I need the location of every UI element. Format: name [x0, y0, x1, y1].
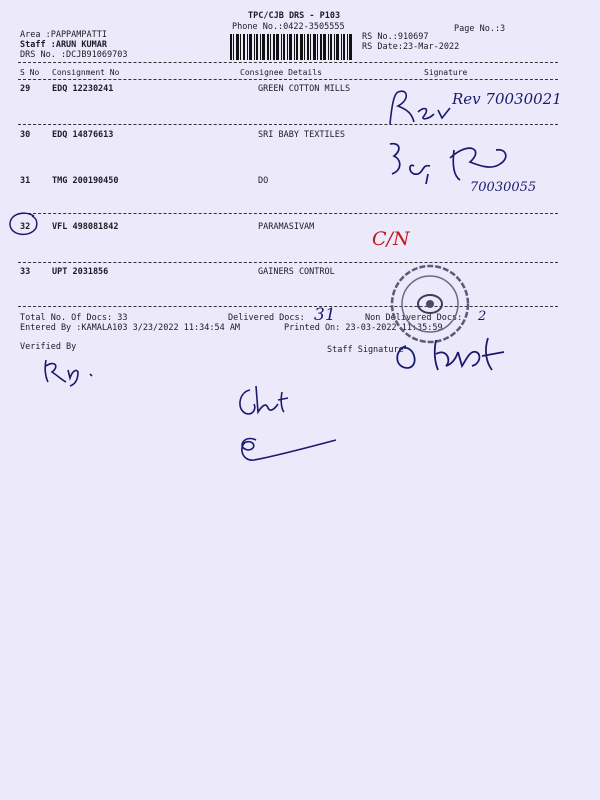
col-sno: S No — [20, 68, 40, 77]
printed-on: Printed On: 23-03-2022 11:35:59 — [284, 323, 443, 333]
circle-mark — [6, 210, 40, 240]
verified-by-signature — [40, 356, 100, 386]
col-consignment: Consignment No — [52, 68, 120, 77]
staff-signature-mark — [392, 336, 522, 376]
row-consignee: GAINERS CONTROL — [258, 267, 335, 277]
row-consignee: PARAMASIVAM — [258, 222, 315, 232]
delivered-count-handwritten: 31 — [314, 305, 336, 325]
row-sno: 29 — [20, 84, 31, 94]
col-signature: Signature — [424, 68, 468, 77]
phone-number: Phone No.:0422-3505555 — [232, 22, 345, 32]
non-delivered-label: Non Delivered Docs: — [365, 313, 463, 323]
drs-number: DRS No. :DCJB91069703 — [20, 50, 128, 60]
row-divider — [18, 213, 558, 214]
cn-mark: C/N — [372, 228, 410, 250]
delivered-label: Delivered Docs: — [228, 313, 305, 323]
verified-by-label: Verified By — [20, 342, 77, 352]
page-number: Page No.:3 — [454, 24, 506, 34]
row-consignment: EDQ 14876613 — [52, 130, 114, 140]
row-consignee: GREEN COTTON MILLS — [258, 84, 351, 94]
col-consignee: Consignee Details — [240, 68, 322, 77]
staff-signature-label: Staff Signature — [327, 345, 404, 355]
row-sno: 33 — [20, 267, 31, 277]
row-consignee: DO — [258, 176, 269, 186]
row-sno: 31 — [20, 176, 31, 186]
table-header-divider — [18, 79, 558, 80]
barcode — [230, 34, 354, 60]
header-divider — [18, 62, 558, 63]
entered-by: Entered By :KAMALA103 3/23/2022 11:34:54 AM — [20, 323, 241, 333]
rs-number: RS No.:910697 — [362, 32, 429, 42]
signature-row-31-text: 70030055 — [470, 180, 537, 195]
row-consignment: UPT 2031856 — [52, 267, 109, 277]
row-consignment: VFL 498081842 — [52, 222, 119, 232]
report-title: TPC/CJB DRS - P103 — [248, 11, 341, 21]
table-bottom-divider — [18, 306, 558, 307]
signature-row-29-text: Rev 70030021 — [452, 90, 562, 108]
rs-date: RS Date:23-Mar-2022 — [362, 42, 460, 52]
total-docs: Total No. Of Docs: 33 — [20, 313, 128, 323]
row-divider — [18, 262, 558, 263]
row-consignment: TMG 200190450 — [52, 176, 119, 186]
page-scribble — [226, 382, 346, 472]
row-sno: 32 — [20, 222, 31, 232]
staff-field: Staff :ARUN KUMAR — [20, 40, 107, 50]
row-sno: 30 — [20, 130, 31, 140]
non-delivered-count-handwritten: 2 — [478, 309, 487, 324]
area-field: Area :PAPPAMPATTI — [20, 30, 107, 40]
row-consignee: SRI BABY TEXTILES — [258, 130, 345, 140]
row-consignment: EDQ 12230241 — [52, 84, 114, 94]
company-stamp — [388, 262, 472, 346]
